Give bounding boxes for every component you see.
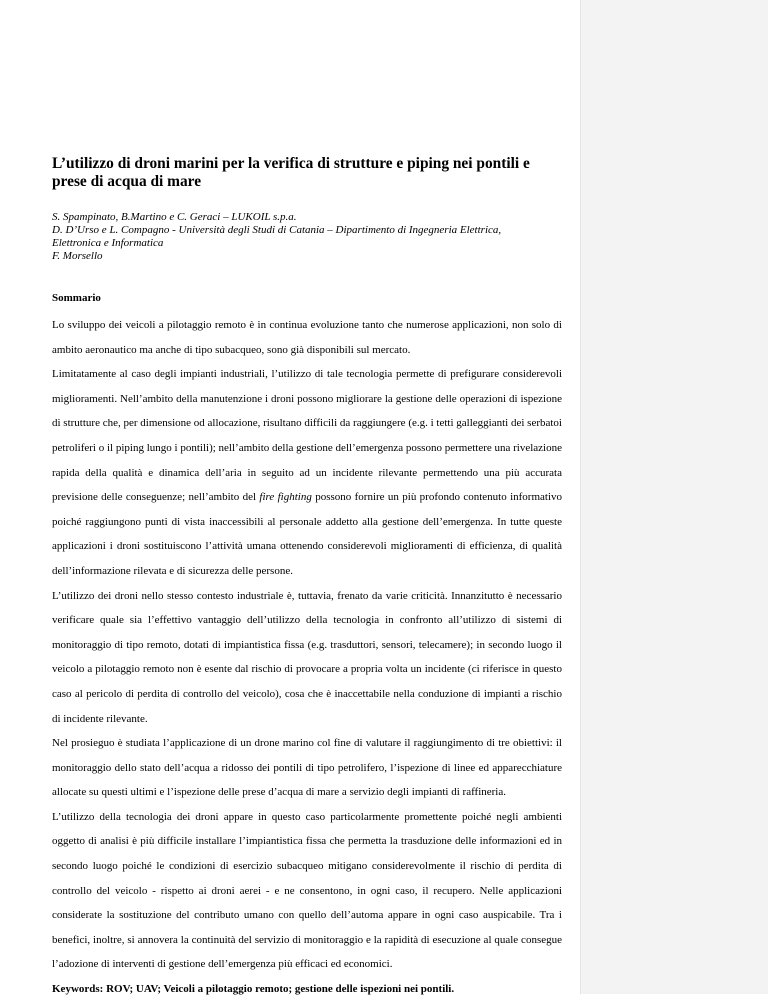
author-line: D. D’Urso e L. Compagno - Università degli Studi di Catania – Dipartimento di Ingegneria Elettrica, [52,224,502,236]
paragraph-text: Limitatamente al caso degli impianti industriali, l’utilizzo di tale tecnologia permette di prefigurare considerevoli miglioramenti. Nell’ambito della manutenzione i droni possono migliorare la gestione delle operazioni di ispezione di strutture che, per dimensione od allocazione, risultano difficili da raggiungere (e.g. i tetti galleggianti dei serbatoi petroliferi o il piping lungo i pontili); nell’ambito della gestione dell’emergenza possono permettere una rivelazione rapida della qualità e dinamica dell’aria in seguito ad un incidente rilevante permettendo una più accurata previsione delle conseguenze; nell’ambito del [52,368,562,504]
author-block [52,211,562,263]
comment-pane [580,0,768,994]
abstract-body [52,313,562,1002]
author-line: Elettronica e Informatica [52,237,164,249]
paragraph: Lo sviluppo dei veicoli a pilotaggio remoto è in continua evoluzione tanto che numerose applicazioni, non solo di ambito aeronautico ma anche di tipo subacqueo, sono già disponibili sul mercato. [52,319,562,356]
paragraph: L’utilizzo dei droni nello stesso contesto industriale è, tuttavia, frenato da varie criticità. Innanzitutto è necessario verificare quale sia l’effettivo vantaggio dell’utilizzo della tecnologia in confronto all’utilizzo di sistemi di monitoraggio di tipo remoto, dotati di impiantistica fissa (e.g. trasduttori, sensori, telecamere); in secondo luogo il veicolo a pilotaggio remoto non è esente dal rischio di provocare a propria volta un incidente (ci riferisce in questo caso al pericolo di perdita di controllo del veicolo), cosa che è inaccettabile nella conduzione di impianti a rischio di incidente rilevante. [52,589,562,725]
paragraph: L’utilizzo della tecnologia dei droni appare in questo caso particolarmente promettente poiché negli ambienti oggetto di analisi è più difficile installare l’impiantistica fissa che permetta la trasduzione delle informazioni ed in secondo luogo poiché le condizioni di esercizio subacqueo mitigano considerevolmente il rischio di perdita di controllo del veicolo - rispetto ai droni aerei - e ne consentono, in ogni caso, il recupero. Nelle applicazioni considerate la sostituzione del contributo umano con quello dell’automa appare in ogni caso auspicabile. Tra i benefici, inoltre, si annovera la continuità del servizio di monitoraggio e la rapidità di esecuzione al quale consegue l’adozione di interventi di gestione dell’emergenza più efficaci ed economici. [52,810,562,971]
section-heading: Sommario [52,292,101,304]
paragraph: Nel prosieguo è studiata l’applicazione di un drone marino col fine di valutare il raggiungimento di tre obiettivi: il monitoraggio dello stato dell’acqua a ridosso dei pontili di tipo petrolifero, l’ispezione di linee ed apparecchiature allocate su questi ultimi e l’ispezione delle prese d’acqua di mare a servizio degli impianti di raffineria. [52,737,562,799]
paragraph [52,362,562,583]
document-title: L’utilizzo di droni marini per la verifica di strutture e piping nei pontili e prese di acqua di mare [52,155,530,190]
paragraph-text: possono fornire un più profondo contenuto informativo poiché raggiungono punti di vista inaccessibili al personale addetto alla gestione dell’emergenza. In tutte queste applicazioni i droni sostituiscono l’attività umana ottenendo considerevoli miglioramenti di efficienza, di qualità dell’informazione rilevata e di sicurezza delle persone. [52,491,563,577]
author-line: S. Spampinato, B.Martino e C. Geraci – LUKOIL s.p.a. [52,211,297,223]
italic-term: fire fighting [259,491,312,504]
author-line: F. Morsello [52,250,103,262]
keywords: Keywords: ROV; UAV; Veicoli a pilotaggio remoto; gestione delle ispezioni nei pontili. [52,983,455,996]
